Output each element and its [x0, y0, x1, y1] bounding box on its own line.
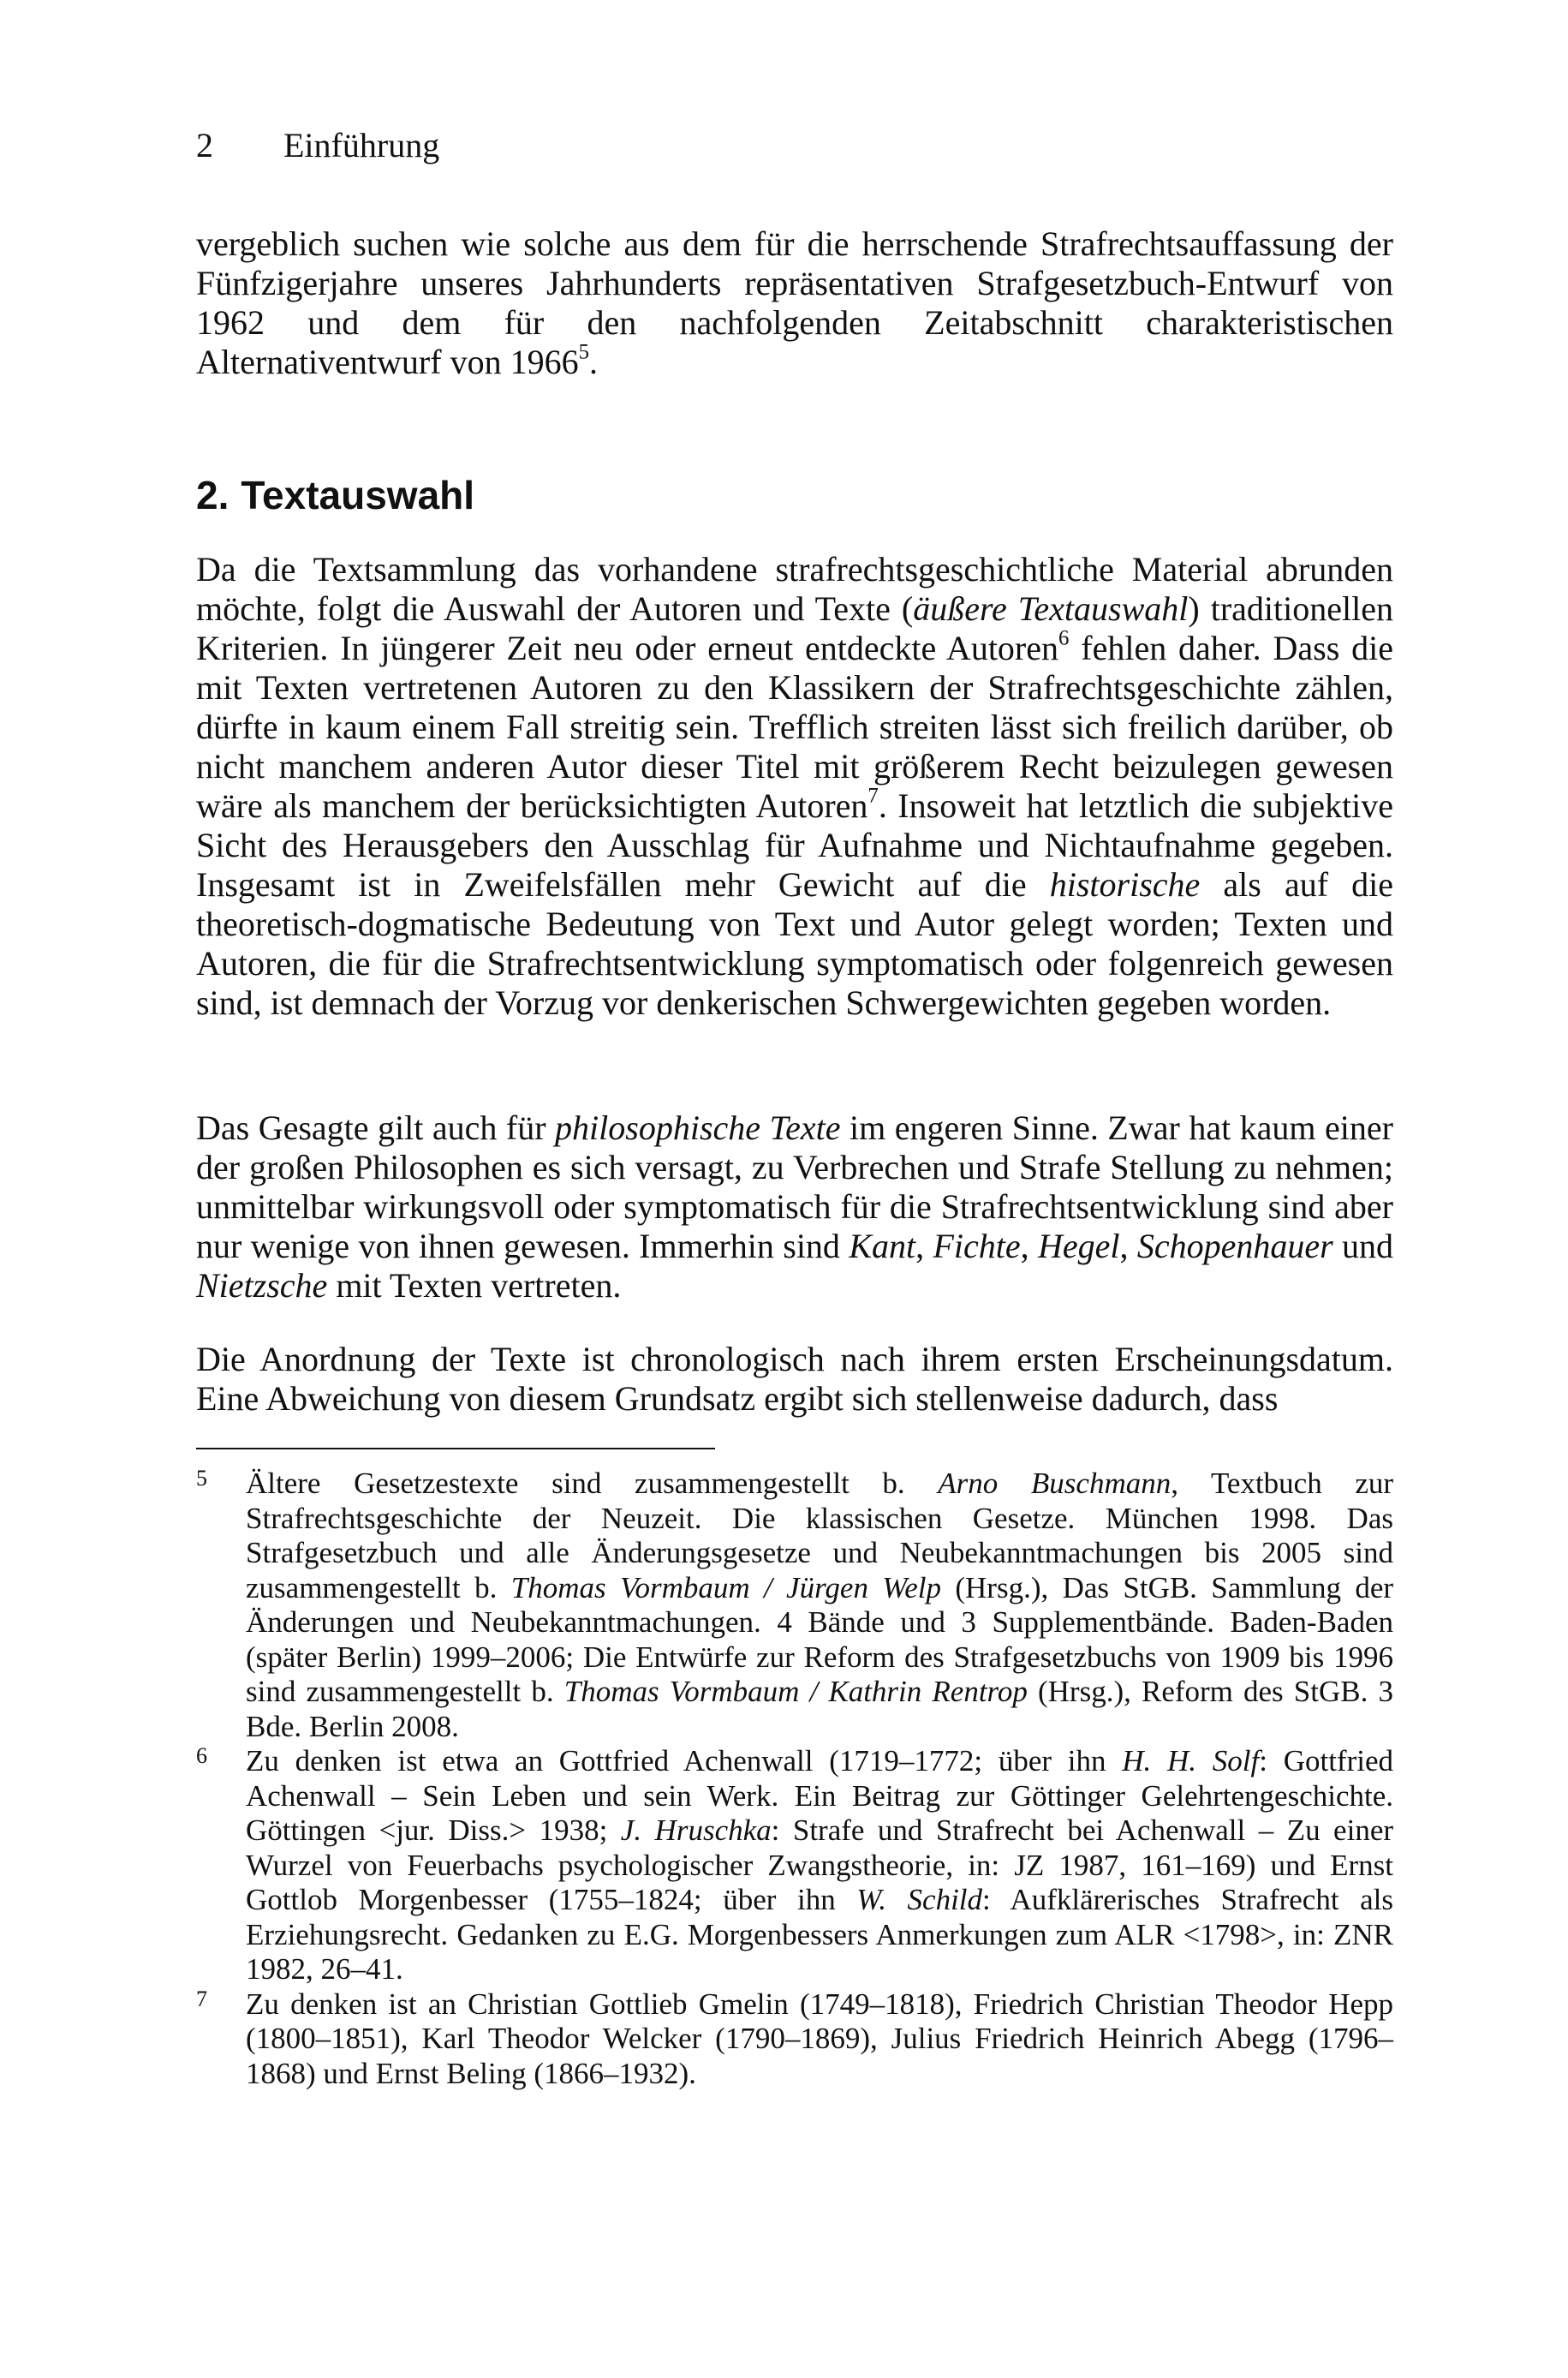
paragraph-philosophical-texts: Das Gesagte gilt auch für philosophische Texte im engeren Sinne. Zwar hat kaum einer der großen Philosophen es sich versagt, zu Verbrechen und Strafe Stellung zu nehmen; unmittelbar wirkungsvoll oder symptomatisch für die Strafrechtsentwicklung sind aber nur wenige von ihnen gewesen. Immerhin sind Kant, Fichte, Hegel, Schopenhauer und Nietzsche mit Texten vertreten.: [196, 1108, 1394, 1305]
running-head: [196, 126, 439, 165]
paragraph-text-selection: Da die Textsammlung das vorhandene strafrechtsgeschichtliche Material abrunden möchte, folgt die Auswahl der Autoren und Texte (äußere Textauswahl) traditionellen Kriterien. In jüngerer Zeit neu oder erneut entdeckte Autoren$^6$ fehlen daher. Dass die mit Texten vertretenen Autoren zu den Klassikern der Strafrechtsgeschichte zählen, dürfte in kaum einem Fall streitig sein. Trefflich streiten lässt sich freilich darüber, ob nicht manchem anderen Autor dieser Titel mit größerem Recht beizulegen gewesen wäre als manchem der berücksichtigten Autoren$^7$. Insoweit hat letztlich die subjektive Sicht des Herausgebers den Ausschlag für Aufnahme und Nichtaufnahme gegeben. Insgesamt ist in Zweifelsfällen mehr Gewicht auf die historische als auf die theoretisch-dogmatische Bedeutung von Text und Autor gelegt worden; Texten und Autoren, die für die Strafrechtsentwicklung symptomatisch oder folgenreich gewesen sind, ist demnach der Vorzug vor denkerischen Schwergewichten gegeben worden.: [196, 550, 1394, 1022]
footnote-number: 6: [196, 1743, 207, 1768]
page-number: 2: [196, 126, 213, 164]
footnote-5: 5 Ältere Gesetzestexte sind zusammengestellt b. Arno Buschmann, Textbuch zur Strafrechtsgeschichte der Neuzeit. Die klassischen Gesetze. München 1998. Das Strafgesetzbuch und alle Änderungsgesetze und Neubekanntmachungen bis 2005 sind zusammengestellt b. Thomas Vormbaum / Jürgen Welp (Hrsg.), Das StGB. Sammlung der Änderungen und Neubekanntmachungen. 4 Bände und 3 Supplementbände. Baden-Baden (später Berlin) 1999–2006; Die Entwürfe zur Reform des Strafgesetzbuchs von 1909 bis 1996 sind zusammengestellt b. Thomas Vormbaum / Kathrin Rentrop (Hrsg.), Reform des StGB. 3 Bde. Berlin 2008.: [196, 1467, 1393, 1744]
footnote-6: 6 Zu denken ist etwa an Gottfried Achenwall (1719–1772; über ihn H. H. Solf: Gottfried Achenwall – Sein Leben und sein Werk. Ein Beitrag zur Göttinger Gelehrtengeschichte. Göttingen <jur. Diss.> 1938; J. Hruschka: Strafe und Strafrecht bei Achenwall – Zu einer Wurzel von Feuerbachs psychologischer Zwangstheorie, in: JZ 1987, 161–169) und Ernst Gottlob Morgenbesser (1755–1824; über ihn W. Schild: Aufklärerisches Strafrecht als Erziehungsrecht. Gedanken zu E.G. Morgenbessers Anmerkungen zum ALR <1798>, in: ZNR 1982, 26–41.: [196, 1744, 1393, 1987]
footnote-number: 5: [196, 1466, 207, 1491]
section-number: 2.: [196, 473, 230, 517]
footnote-ref-5[interactable]: 5: [578, 340, 589, 364]
section-heading: [196, 469, 474, 521]
footnote-ref-7[interactable]: 7: [867, 784, 879, 808]
footnote-7: 7 Zu denken ist an Christian Gottlieb Gmelin (1749–1818), Friedrich Christian Theodor Hepp (1800–1851), Karl Theodor Welcker (1790–1869), Julius Friedrich Heinrich Abegg (1796–1868) und Ernst Beling (1866–1932).: [196, 1987, 1393, 2092]
footnote-ref-6[interactable]: 6: [1058, 626, 1070, 650]
section-title: Textauswahl: [241, 473, 475, 517]
running-head-title: Einführung: [283, 126, 440, 164]
footnote-number: 7: [196, 1986, 207, 2011]
intro-paragraph: vergeblich suchen wie solche aus dem für die herrschende Strafrechtsauffassung der Fünfzigerjahre unseres Jahrhunderts repräsentativen Strafgesetzbuch-Entwurf von 1962 und dem für den nachfolgenden Zeitabschnitt charakteristischen Alternativentwurf von 1966$^5$.: [196, 224, 1393, 381]
footnote-separator: [196, 1448, 715, 1449]
footnotes: [196, 1467, 1393, 2091]
paragraph-arrangement: Die Anordnung der Texte ist chronologisch nach ihrem ersten Erscheinungsdatum. Eine Abweichung von diesem Grundsatz ergibt sich stellenweise dadurch, dass: [196, 1340, 1393, 1418]
